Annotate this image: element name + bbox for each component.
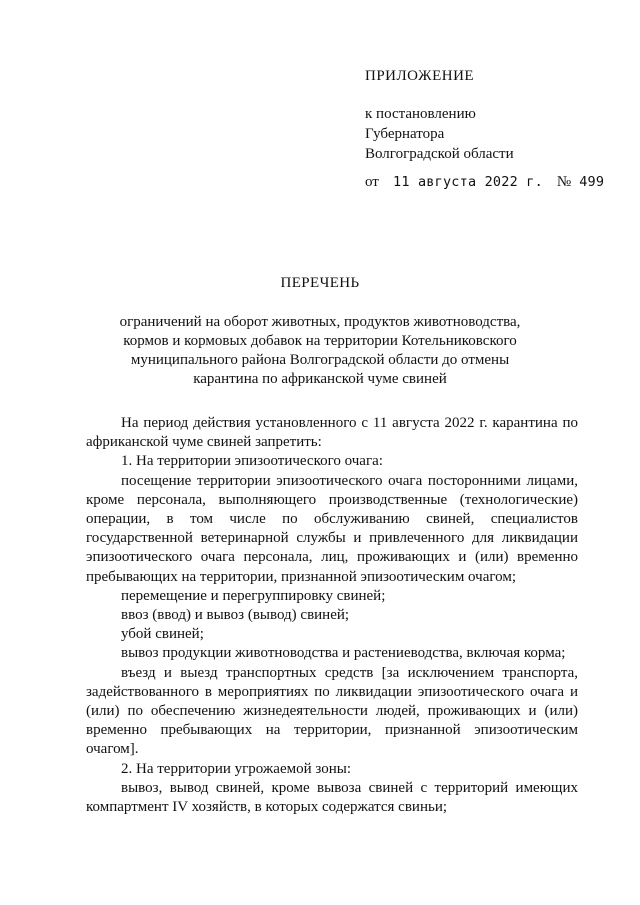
paragraph-vehicles: въезд и выезд транспортных средств [за исключением транспорта, задействованного в мероприятиях по ликвидации эпизоотического очага и (или) по обеспечению жизнедеятельности людей, проживающих и (или) временно пребывающих на территории, признанной эпизоотическим очагом].	[86, 664, 578, 758]
paragraph-import-export: ввоз (ввод) и вывоз (вывод) свиней;	[121, 607, 350, 624]
decree-number: 499	[579, 174, 605, 190]
decree-date: 11 августа 2022 г.	[393, 174, 543, 190]
decree-number-sign: №	[556, 174, 572, 190]
paragraph-section-1-heading: 1. На территории эпизоотического очага:	[121, 453, 383, 470]
decree-reference	[365, 172, 604, 192]
paragraph-threat-zone-export: вывоз, вывод свиней, кроме вывоза свиней с территорий имеющих компартмент IV хозяйств, в которых содержатся свиньи;	[86, 779, 578, 816]
paragraph-regrouping: перемещение и перегруппировку свиней;	[121, 587, 386, 604]
paragraph-section-2-heading: 2. На территории угрожаемой зоны:	[121, 760, 351, 777]
appendix-title: ПРИЛОЖЕНИЕ	[365, 68, 475, 84]
paragraph-products-export: вывоз продукции животноводства и растениеводства, включая корма;	[121, 645, 566, 662]
appendix-gap	[365, 86, 514, 104]
paragraph-visit-restriction: посещение территории эпизоотического очага посторонними лицами, кроме персонала, выполняющего производственные (технологические) операции, в том числе по обслуживанию свиней, специалистов государственной ветеринарной службы и привлеченного для ликвидации эпизоотического очага персонала, лиц, проживающих и (или) временно пребывающих на территории, признанной эпизоотическим очагом;	[86, 472, 578, 585]
subtitle-line: муниципального района Волгоградской области до отмены	[130, 352, 510, 368]
document-subtitle	[100, 313, 540, 389]
paragraph-slaughter: убой свиней;	[121, 626, 204, 643]
appendix-line-governor: Губернатора	[365, 126, 445, 142]
subtitle-line: кормов и кормовых добавок на территории Котельниковского	[123, 333, 517, 349]
decree-from-label: от	[365, 174, 379, 190]
appendix-block	[365, 66, 514, 164]
appendix-line-resolution: к постановлению	[365, 106, 476, 122]
paragraph-intro: На период действия установленного с 11 августа 2022 г. карантина по африканской чуме свиней запретить:	[86, 415, 578, 451]
document-title: ПЕРЕЧЕНЬ	[280, 275, 360, 291]
subtitle-line: карантина по африканской чуме свиней	[193, 371, 447, 387]
document-body	[86, 414, 578, 817]
appendix-line-region: Волгоградской области	[365, 146, 514, 162]
subtitle-line: ограничений на оборот животных, продуктов животноводства,	[119, 314, 521, 330]
